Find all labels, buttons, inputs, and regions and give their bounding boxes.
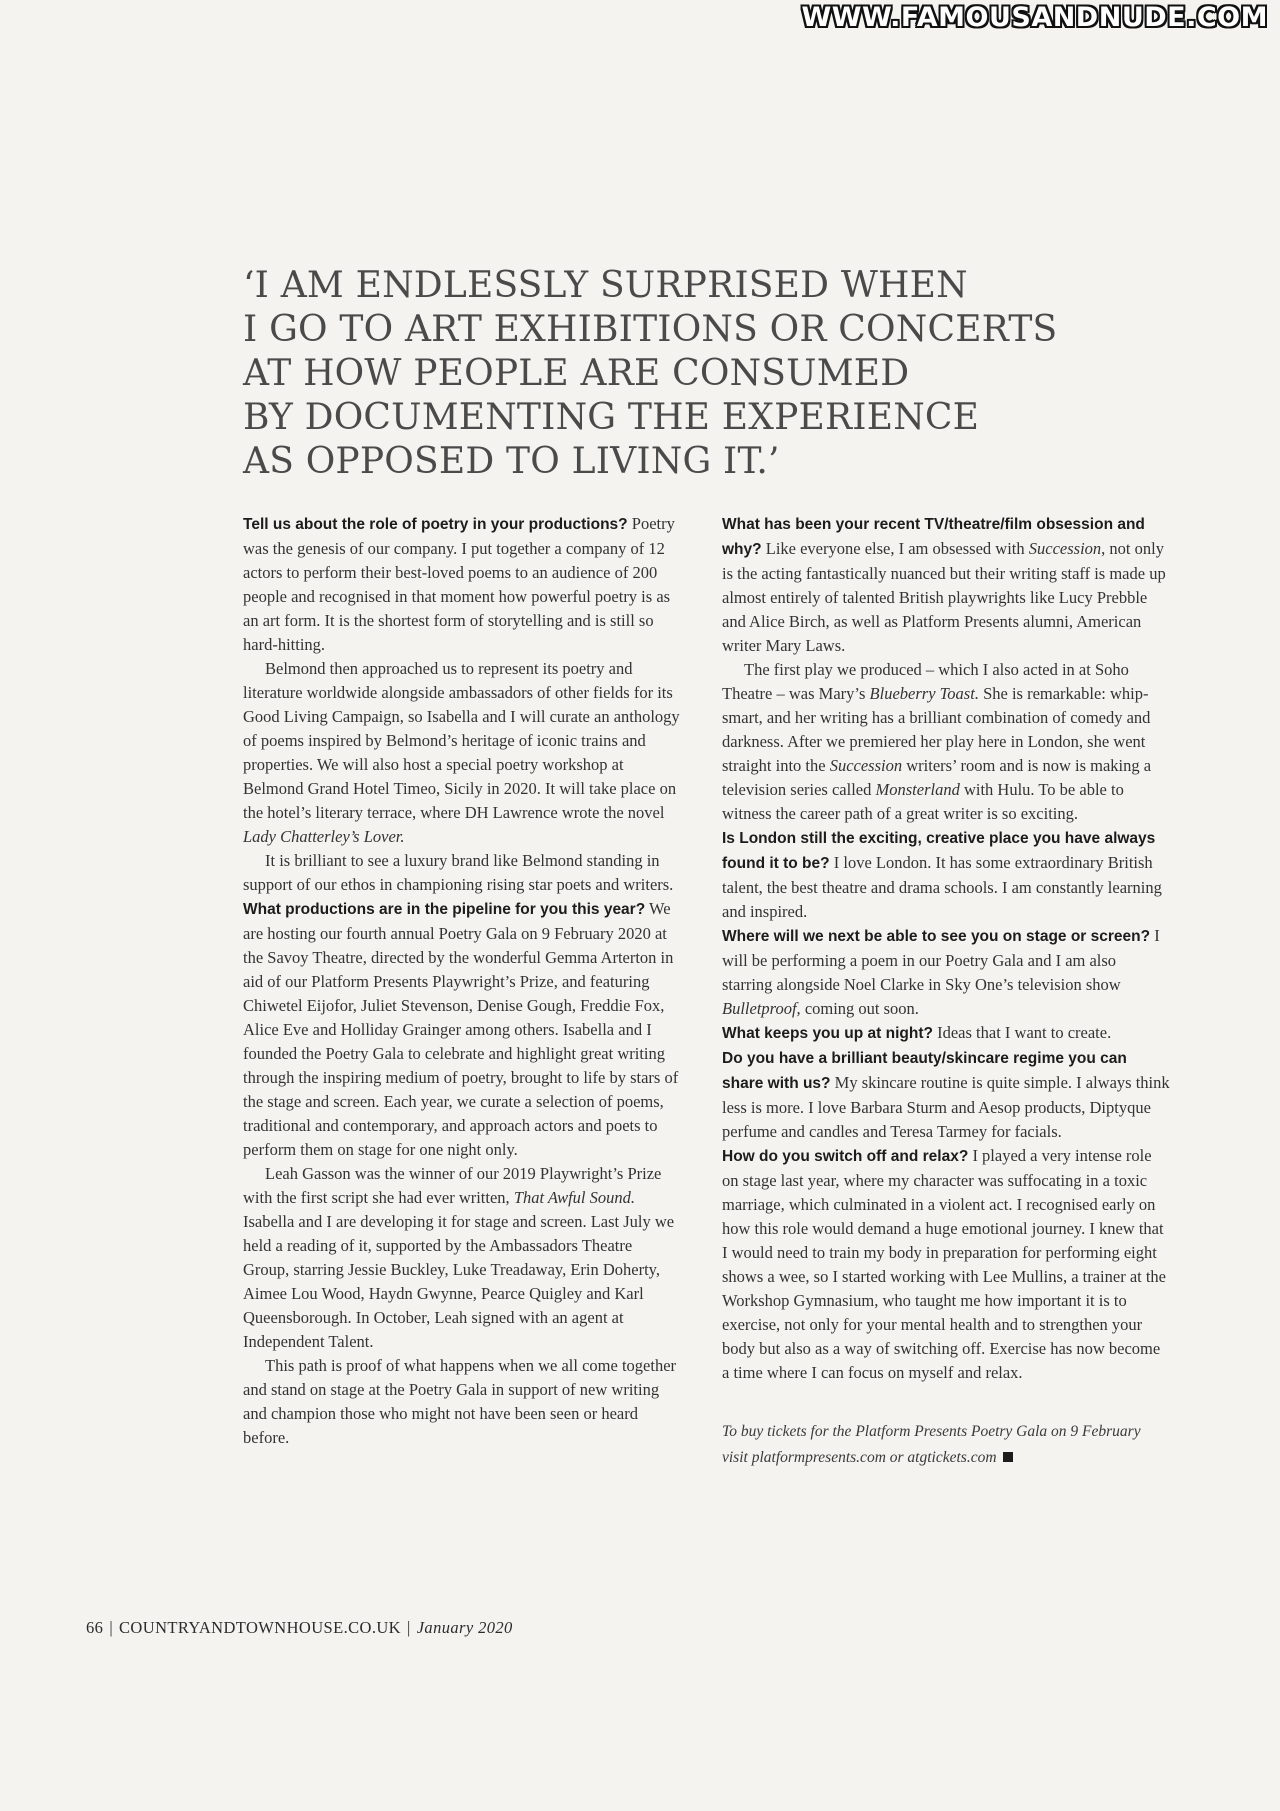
paragraph-brilliant: It is brilliant to see a luxury brand like Belmond standing in support of our ethos in championing rising star poets and writers. [243, 851, 674, 894]
paragraph-path: This path is proof of what happens when we all come together and stand on stage at the Poetry Gala in support of new writing and champion those who might not have been seen or heard before. [243, 1356, 677, 1447]
play-title: That Awful Sound. [513, 1188, 635, 1207]
question: Where will we next be able to see you on stage or screen? [722, 928, 1151, 945]
answer: We are hosting our fourth annual Poetry Gala on 9 February 2020 at the Savoy Theatre, directed by the wonderful Gemma Arterton in aid of our Platform Presents Playwright’s Prize, and featuring Chiwetel Eijofor, Juliet Stevenson, Denise Gough, Freddie Fox, Alice Eve and Holliday Grainger among others. Isabella and I founded the Poetry Gala to celebrate and highlight great writing through the inspiring medium of poetry, brought to life by stars of the stage and screen. Each year, we curate a selection of poems, traditional and contemporary, and approach actors and poets to perform them on stage for one night only. [243, 899, 679, 1159]
watermark: WWW.FAMOUSANDNUDE.COM [801, 2, 1268, 33]
answer: Like everyone else, I am obsessed with [761, 539, 1029, 558]
site-name: COUNTRYANDTOWNHOUSE.CO.UK [119, 1618, 401, 1637]
question: Tell us about the role of poetry in your productions? [243, 516, 628, 533]
divider: | [109, 1618, 114, 1637]
pull-quote-line: BY DOCUMENTING THE EXPERIENCE [243, 397, 980, 438]
show-title: Monsterland [875, 780, 960, 799]
page-footer [86, 1618, 513, 1638]
pull-quote-line: AT HOW PEOPLE ARE CONSUMED [243, 353, 910, 394]
end-mark-icon [1003, 1452, 1013, 1462]
paragraph-belmond [243, 657, 681, 849]
question: What has been your recent TV/theatre/film obsession and why? [722, 516, 1145, 558]
paragraph-text: Isabella and I are developing it for stage and screen. Last July we held a reading of it, supported by the Ambassadors Theatre Group, starring Jessie Buckley, Luke Treadaway, Erin Doherty, Aimee Lou Wood, Haydn Gwynne, Pearce Quigley and Karl Queensborough. In October, Leah signed with an agent at Independent Talent. [243, 1212, 675, 1351]
qa-poetry-role [243, 512, 681, 657]
pull-quote-line: ‘I AM ENDLESSLY SURPRISED WHEN [243, 265, 968, 306]
issue-date: January 2020 [416, 1618, 513, 1637]
question: Do you have a brilliant beauty/skincare regime you can share with us? [722, 1050, 1127, 1092]
qa-obsession [722, 512, 1170, 658]
question: How do you switch off and relax? [722, 1148, 969, 1165]
answer: Poetry was the genesis of our company. I put together a company of 12 actors to perform their best-loved poems to an audience of 200 people and recognised in that moment how powerful poetry is as an art form. It is the shortest form of storytelling and is still so hard-hitting. [243, 514, 675, 654]
question: Is London still the exciting, creative place you have always found it to be? [722, 830, 1156, 872]
play-title: Blueberry Toast. [869, 684, 979, 703]
show-title: Bulletproof, [722, 999, 801, 1018]
question: What productions are in the pipeline for you this year? [243, 901, 646, 918]
paragraph-text: Belmond then approached us to represent its poetry and literature worldwide alongside ambassadors of other fields for its Good Living Campaign, so Isabella and I will curate an anthology of poems inspired by Belmond’s heritage of iconic trains and properties. We will also host a special poetry workshop at Belmond Grand Hotel Timeo, Sicily in 2020. It will take place on the hotel’s literary terrace, where DH Lawrence wrote the novel [243, 659, 680, 822]
qa-relax [722, 1144, 1170, 1385]
qa-next-role [722, 924, 1170, 1021]
qa-up-at-night [722, 1021, 1170, 1046]
pull-quote-line: AS OPPOSED TO LIVING IT.’ [243, 441, 780, 482]
qa-skincare [722, 1046, 1170, 1144]
answer: I love London. It has some extraordinary British talent, the best theatre and drama schools. I am constantly learning and inspired. [722, 853, 1162, 921]
paragraph-text: The first play we produced – which I also acted in at Soho Theatre – was Mary’s [722, 660, 1129, 703]
paragraph-text: Leah Gasson was the winner of our 2019 Playwright’s Prize with the first script she had ever written, [243, 1164, 662, 1207]
paragraph-leah [243, 1162, 681, 1354]
ticket-footnote [722, 1419, 1170, 1471]
answer: I will be performing a poem in our Poetry Gala and I am also starring alongside Noel Clarke in Sky One’s television show [722, 926, 1160, 994]
paragraph-text: writers’ room and is now is making a television series called [722, 756, 1152, 799]
divider: | [406, 1618, 411, 1637]
qa-productions [243, 897, 681, 1162]
show-title: Succession [829, 756, 903, 775]
paragraph-text: She is remarkable: whip-smart, and her writing has a brilliant combination of comedy and darkness. After we premiered her play here in London, she went straight into the [722, 684, 1151, 775]
answer: My skincare routine is quite simple. I always think less is more. I love Barbara Sturm and Aesop products, Diptyque perfume and candles and Teresa Tarmey for facials. [722, 1073, 1170, 1141]
answer: , not only is the acting fantastically nuanced but their writing staff is made up almost entirely of talented British playwrights like Lucy Prebble and Alice Birch, as well as Platform Presents alumni, American writer Mary Laws. [722, 539, 1166, 655]
paragraph-text: with Hulu. To be able to witness the career path of a great writer is so exciting. [722, 780, 1124, 823]
book-title: Lady Chatterley’s Lover. [243, 827, 405, 846]
footnote-text: To buy tickets for the Platform Presents Poetry Gala on 9 February visit platformpresents.com or atgtickets.com [722, 1423, 1141, 1466]
show-title: Succession [1028, 539, 1102, 558]
page-number: 66 [86, 1618, 104, 1637]
answer: I played a very intense role on stage last year, where my character was suffocating in a toxic marriage, which culminated in a violent act. I recognised early on how this role would demand a huge emotional journey. I knew that I would need to train my body in preparation for performing eight shows a wee, so I started working with Lee Mullins, a trainer at the Workshop Gymnasium, who taught me how important it is to exercise, not only for your mental health and to strengthen your body but also as a way of switching off. Exercise has now become a time where I can focus on myself and relax. [722, 1146, 1167, 1382]
pull-quote-line: I GO TO ART EXHIBITIONS OR CONCERTS [243, 309, 1058, 350]
qa-london [722, 826, 1170, 924]
left-column [243, 512, 681, 1450]
question: What keeps you up at night? [722, 1025, 933, 1042]
pull-quote [243, 264, 1063, 484]
answer: Ideas that I want to create. [932, 1023, 1112, 1042]
paragraph-first-play [722, 658, 1170, 826]
answer: coming out soon. [800, 999, 919, 1018]
right-column [722, 512, 1170, 1471]
